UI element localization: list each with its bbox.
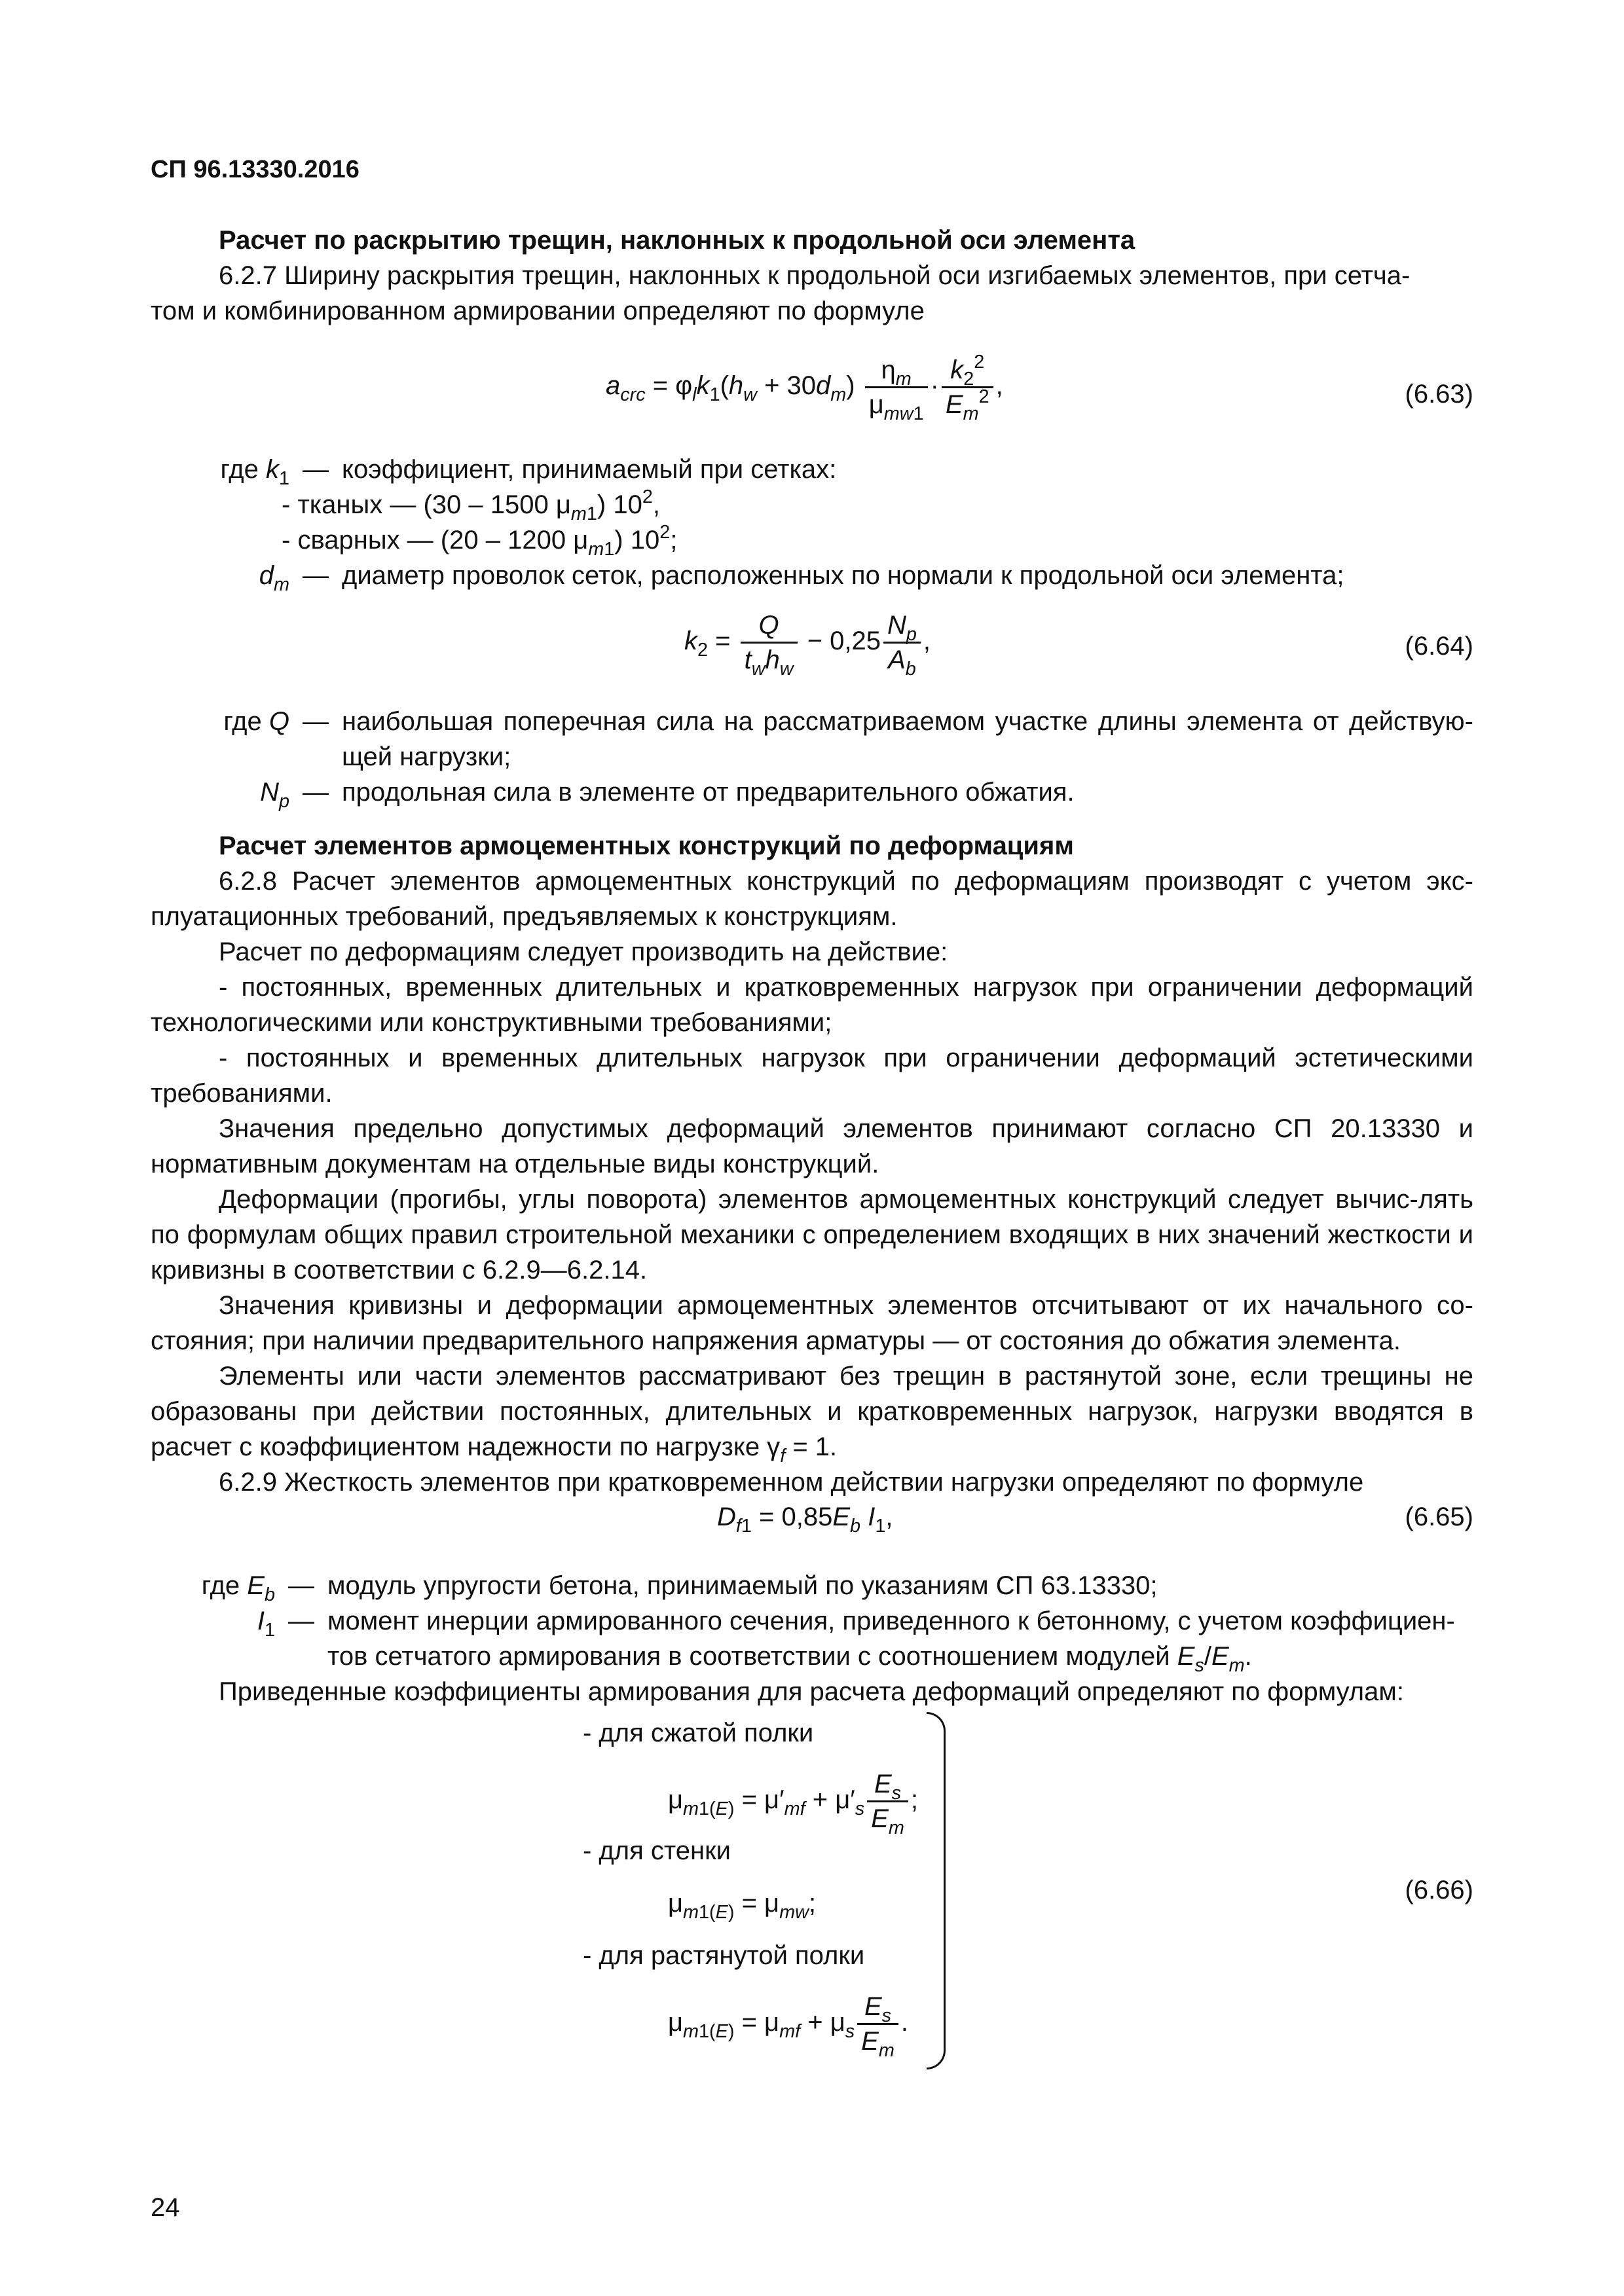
definition-i1-text: момент инерции армированного сечения, приведенного к бетонному, с учетом коэффициен- тов сетчатого армирования в соответствии с соотношением модулей $E_s/E_m$. xyxy=(327,1607,1455,1677)
paragraph-6-2-7-line1: 6.2.7 Ширину раскрытия трещин, наклонных к продольной оси изгибаемых элементов, при сетча- xyxy=(219,261,1411,290)
definition-np-text: продольная сила в элементе от предварительного обжатия. xyxy=(342,778,1075,807)
definition-k1-text: коэффициент, принимаемый при сетках: xyxy=(342,455,837,484)
equation-number-6-64: (6.64) xyxy=(1405,632,1473,661)
definition-k1-label: где $k_1$ xyxy=(220,455,289,490)
paragraph-item2: - постоянных и временных длительных нагрузок при ограничении деформаций эстетическими требованиями. xyxy=(151,1044,1473,1108)
definitions-q-np: где Q — наибольшая поперечная сила на рассматриваемом участке длины элемента от действую-щей нагрузки; $N_p$ — продольная сила в элементе от предварительного обжатия. xyxy=(151,704,1473,810)
paragraph-elements: Элементы или части элементов рассматривают без трещин в растянутой зоне, если трещины не образованы при действии постоянных, длительных и кратковременных нагрузок, нагрузки вводятся в расчет с коэффициентом надежности по нагрузке $\gamma_f = 1$. xyxy=(151,1362,1473,1467)
definitions-k1-dm: где $k_1$ — коэффициент, принимаемый при сетках: - тканых — (30 – 1500 $\mu_{m1}$) $10^2$, - сварных — (20 – 1200 $\mu_{m1}$) $10^2$; $d_m$ — диаметр проволок сеток, расположенных по нормали к продольной оси элемента; xyxy=(151,452,1473,593)
formula-tensile-flange: $\mu_{m1(E)} = \mu_{mf} + \mu_s$ $\frac{E_s}{E_m}$ . xyxy=(668,1990,908,2058)
paragraph-reduced: Приведенные коэффициенты армирования для расчета деформаций определяют по формулам: xyxy=(219,1677,1404,1706)
heading-crack-opening: Расчет по раскрытию трещин, наклонных к продольной оси элемента xyxy=(219,226,1135,255)
system-brace xyxy=(927,1712,946,2069)
paragraph-item1: - постоянных, временных длительных и кратковременных нагрузок при ограничении деформаций технологическими или конструктивными требованиями; xyxy=(151,973,1473,1037)
section-deformations xyxy=(151,828,1473,1500)
definition-eb-text: модуль упругости бетона, принимаемый по указаниям СП 63.13330; xyxy=(327,1571,1158,1600)
paragraph-6-2-9: 6.2.9 Жесткость элементов при кратковременном действии нагрузки определяют по формуле xyxy=(219,1468,1364,1497)
paragraph-deform: Деформации (прогибы, углы поворота) элементов армоцементных конструкций следует вычис-лять по формулам общих правил строительной механики с определением входящих в них значений жесткости и кривизны в соответствии с 6.2.9—6.2.14. xyxy=(151,1185,1473,1285)
paragraph-calc: Расчет по деформациям следует производить на действие: xyxy=(219,938,948,966)
definition-q-text: наибольшая поперечная сила на рассматриваемом участке длины элемента от действую-щей нагрузки; xyxy=(342,707,1473,771)
paragraph-curvature: Значения кривизны и деформации армоцементных элементов отсчитывают от их начального со-стояния; при наличии предварительного напряжения арматуры — от состояния до обжатия элемента. xyxy=(151,1291,1473,1355)
page-number: 24 xyxy=(151,2193,180,2222)
paragraph-values: Значения предельно допустимых деформаций элементов принимают согласно СП 20.13330 и нормативным документам на отдельные виды конструкций. xyxy=(151,1114,1473,1178)
definitions-eb-i1: где $E_b$ — модуль упругости бетона, принимаемый по указаниям СП 63.13330; $I_1$ — момент инерции армированного сечения, приведенного к бетонному, с учетом коэффициен- тов сетчатого армирования в соответствии с соотношением модулей $E_s/E_m$. Приведенные коэффициенты армирования для расчета деформаций определяют по формулам: xyxy=(151,1568,1473,1709)
equation-number-6-63: (6.63) xyxy=(1405,380,1473,409)
equation-number-6-66: (6.66) xyxy=(1405,1876,1473,1904)
document-header: СП 96.13330.2016 xyxy=(151,156,360,183)
k1-welded: - сварных — (20 – 1200 $\mu_{m1}$) $10^2$; xyxy=(282,522,678,560)
formula-compressed-flange: $\mu_{m1(E)} = \mu'_{mf} + \mu'_s$ $\frac{E_s}{E_m}$ ; xyxy=(668,1768,918,1835)
case-web: - для стенки xyxy=(583,1836,731,1865)
paragraph-6-2-8: 6.2.8 Расчет элементов армоцементных конструкций по деформациям производят с учетом экс-плуатационных требований, предъявляемых к конструкциям. xyxy=(151,867,1473,931)
case-tensile-flange: - для растянутой полки xyxy=(583,1941,865,1970)
formula-6-64: $k_2$ = $\frac{Q}{t_wh_w}$ − 0,25 $\frac{N_p}{A_b}$ , xyxy=(684,609,931,676)
definition-dm-text: диаметр проволок сеток, расположенных по нормали к продольной оси элемента; xyxy=(342,561,1344,590)
equation-number-6-65: (6.65) xyxy=(1405,1503,1473,1531)
heading-deformations: Расчет элементов армоцементных конструкций по деформациям xyxy=(219,831,1074,860)
section-crack-opening xyxy=(151,223,1473,329)
paragraph-6-2-7-line2: том и комбинированном армировании определяют по формуле xyxy=(151,297,925,325)
case-compressed-flange: - для сжатой полки xyxy=(583,1719,814,1747)
formula-web: $\mu_{m1(E)} = \mu_{mw}$; xyxy=(668,1889,817,1923)
k1-woven: - тканых — (30 – 1500 $\mu_{m1}$) $10^2$, xyxy=(282,486,660,525)
formula-6-65: $D_{f1} = 0,85E_b$ $I_1$, xyxy=(717,1503,893,1537)
formula-6-63: $a_{crc} = \varphi_lk_1(h_w + 30d_m)$ $\frac{\eta_m}{\mu_{mw1}}$ · $\frac{k_2^2}{E_m^2}$ , xyxy=(606,352,1003,425)
